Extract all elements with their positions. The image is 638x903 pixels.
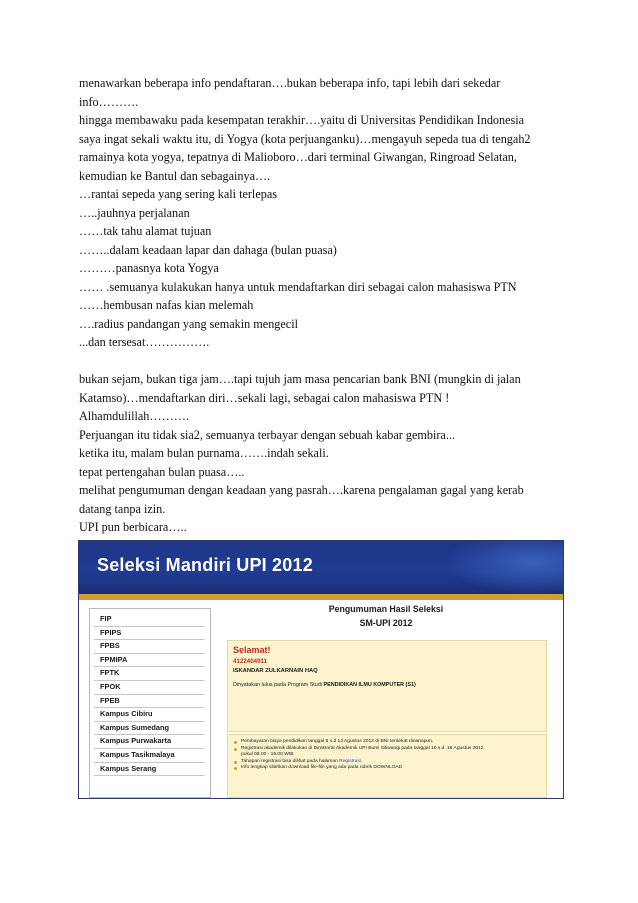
faculty-menu xyxy=(89,608,211,798)
student-name: ISKANDAR ZULKARNAIN HAQ xyxy=(233,668,318,674)
registration-number: 4122404911 xyxy=(233,658,268,665)
text-line: …rantai sepeda yang sering kali terlepas xyxy=(79,187,277,201)
embedded-screenshot xyxy=(78,540,564,799)
article-body xyxy=(79,74,579,555)
bullet-icon xyxy=(234,748,237,751)
info-box xyxy=(227,734,547,798)
announcement-panel xyxy=(219,604,553,794)
bullet-icon xyxy=(234,741,237,744)
paragraph-1 xyxy=(79,74,579,352)
text-line: kemudian ke Bantul dan sebagainya…. xyxy=(79,168,271,183)
study-program: PENDIDIKAN ILMU KOMPUTER (S1) xyxy=(323,682,416,688)
info-item-continued: pukul 08.00 - 15.00 WIB xyxy=(241,752,294,758)
text-line: Katamso)…mendaftarkan diri…sekali lagi, sebagai calon mahasiswa PTN ! xyxy=(79,390,450,405)
result-statement xyxy=(233,682,416,688)
info-item: Pembayaran biaya pendidikan tanggal 8 s.d 14 Agustus 2012 di BNI terdekat dinanapun. xyxy=(234,739,540,746)
result-prefix: Dinyatakan lulus pada Program Studi xyxy=(233,682,322,688)
text-line: bukan sejam, bukan tiga jam….tapi tujuh jam masa pencarian bank BNI (mungkin di jalan xyxy=(79,372,521,386)
menu-item-kampus-serang[interactable]: Kampus Serang xyxy=(94,763,204,777)
text-line: melihat pengumuman dengan keadaan yang pasrah….karena pengalaman gagal yang kerab xyxy=(79,483,524,497)
text-line: info………. xyxy=(79,94,139,109)
info-item: Registrasi akademik dilakukan di Direktorat Akademik UPI Bumi Siliwangi pada tanggal 10 s.d. 16 Agustus 2012 xyxy=(234,746,540,753)
congrats-heading: Selamat! xyxy=(233,645,271,655)
paragraph-2 xyxy=(79,370,579,555)
paragraph-gap xyxy=(79,352,579,371)
result-box xyxy=(227,640,547,732)
header-artwork xyxy=(443,541,563,594)
site-title: Seleksi Mandiri UPI 2012 xyxy=(97,555,313,575)
text-line: menawarkan beberapa info pendaftaran….bukan beberapa info, tapi lebih dari sekedar xyxy=(79,76,501,90)
text-line: ……tak tahu alamat tujuan xyxy=(79,224,212,238)
menu-item-fptk[interactable]: FPTK xyxy=(94,667,204,681)
menu-item-fpeb[interactable]: FPEB xyxy=(94,695,204,709)
text-line: ...dan tersesat……………. xyxy=(79,335,210,349)
menu-item-kampus-purwakarta[interactable]: Kampus Purwakarta xyxy=(94,735,204,749)
text-line: saya ingat sekali waktu itu, di Yogya (kota perjuanganku)…mengayuh sepeda tua di tengah2 xyxy=(79,131,531,146)
text-line: ….radius pandangan yang semakin mengecil xyxy=(79,316,298,331)
text-line: ramainya kota yogya, tepatnya di Malioboro…dari terminal Giwangan, Ringroad Selatan, xyxy=(79,150,517,164)
text-line: Alhamdulillah………. xyxy=(79,409,190,423)
info-item: Tahapan registrasi bisa dilihat pada halaman Registrasi xyxy=(234,759,540,766)
menu-item-fip[interactable]: FIP xyxy=(94,613,204,627)
menu-item-fpmipa[interactable]: FPMIPA xyxy=(94,654,204,668)
info-item: Info lengkap silahkan download file-file yang ada pada rubrik DOWNLOAD xyxy=(234,765,540,772)
text-line: hingga membawaku pada kesempatan terakhir….yaitu di Universitas Pendidikan Indonesia xyxy=(79,113,525,127)
text-line: datang tanpa izin. xyxy=(79,501,166,516)
menu-item-fpips[interactable]: FPIPS xyxy=(94,627,204,641)
site-body xyxy=(79,600,563,798)
bullet-icon xyxy=(234,767,237,770)
registrasi-link[interactable]: Registrasi xyxy=(339,758,361,764)
text-line: ……..dalam keadaan lapar dan dahaga (bulan puasa) xyxy=(79,242,337,257)
text-line: UPI pun berbicara….. xyxy=(79,520,187,534)
text-line: tepat pertengahan bulan puasa….. xyxy=(79,464,245,479)
menu-item-kampus-tasikmalaya[interactable]: Kampus Tasikmalaya xyxy=(94,749,204,763)
announcement-title: Pengumuman Hasil Seleksi xyxy=(328,604,444,614)
text-line: Perjuangan itu tidak sia2, semuanya terbayar dengan sebuah kabar gembira... xyxy=(79,427,455,442)
text-line: ………panasnya kota Yogya xyxy=(79,261,219,275)
site-header xyxy=(79,541,563,594)
announcement-subtitle: SM-UPI 2012 xyxy=(359,618,413,628)
menu-item-fpbs[interactable]: FPBS xyxy=(94,640,204,654)
bullet-icon xyxy=(234,761,237,764)
text-line: …..jauhnya perjalanan xyxy=(79,205,190,220)
text-line: ketika itu, malam bulan purnama…….indah sekali. xyxy=(79,446,329,460)
menu-item-fpok[interactable]: FPOK xyxy=(94,681,204,695)
text-line: …… .semuanya kulakukan hanya untuk mendaftarkan diri sebagai calon mahasiswa PTN xyxy=(79,279,517,294)
menu-item-kampus-cibiru[interactable]: Kampus Cibiru xyxy=(94,708,204,722)
menu-item-kampus-sumedang[interactable]: Kampus Sumedang xyxy=(94,722,204,736)
info-list xyxy=(234,739,540,772)
text-line: ……hembusan nafas kian melemah xyxy=(79,298,254,312)
